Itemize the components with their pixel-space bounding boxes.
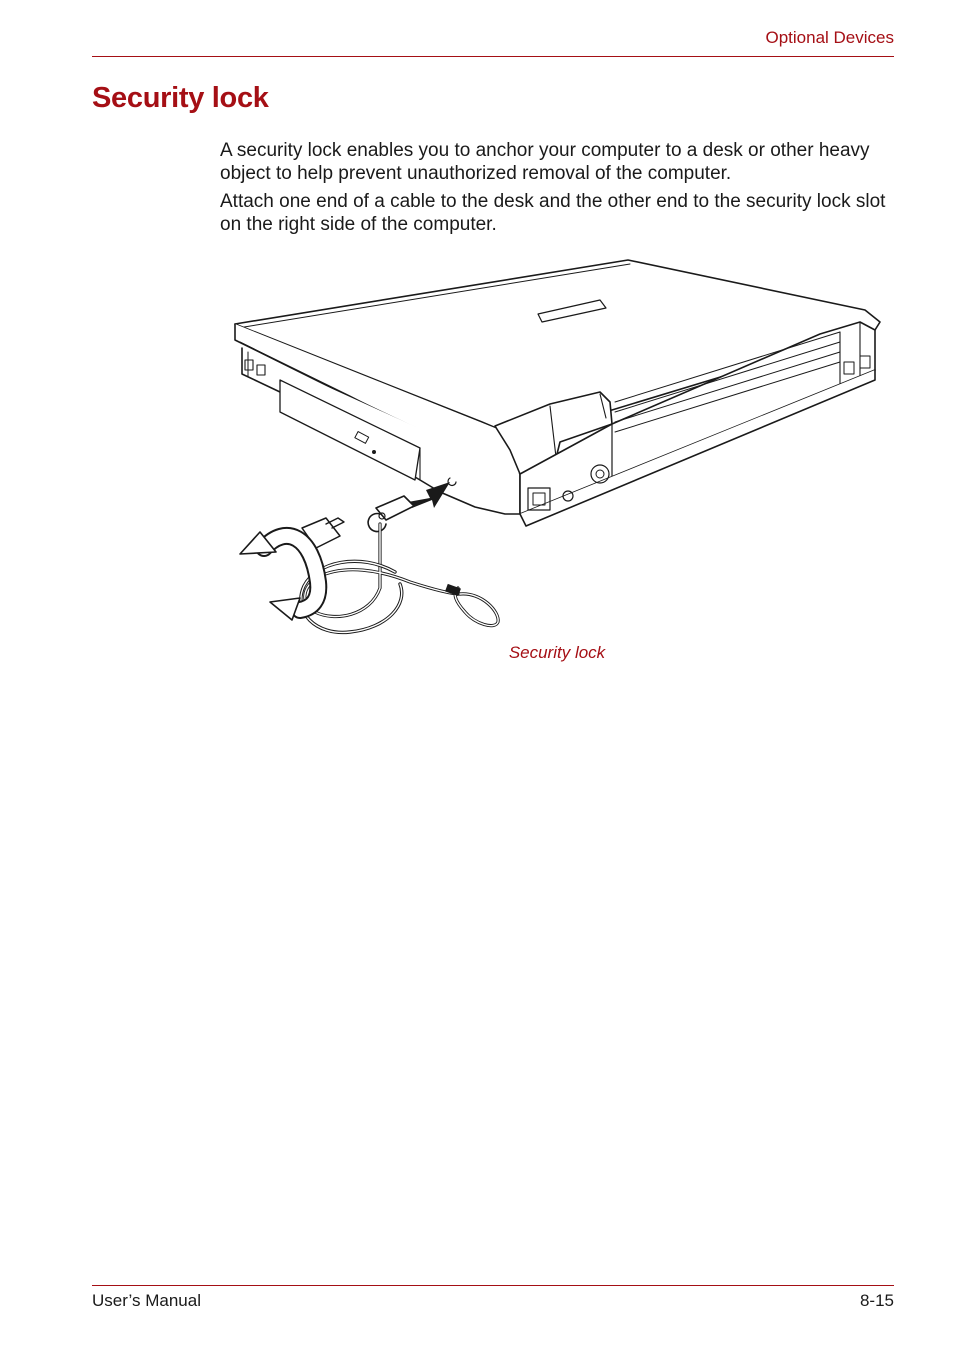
figure-caption: Security lock bbox=[508, 643, 606, 662]
header-rule bbox=[92, 56, 894, 57]
paragraph-instructions: Attach one end of a cable to the desk and the other end to the security lock slot on the right side of the computer. bbox=[220, 191, 886, 235]
section-title: Security lock bbox=[92, 82, 269, 114]
paragraph-intro: A security lock enables you to anchor your computer to a desk or other heavy object to help prevent unauthorized removal of the computer. bbox=[220, 140, 870, 184]
footer-manual-title: User’s Manual bbox=[92, 1291, 201, 1310]
running-header: Optional Devices bbox=[765, 28, 894, 47]
cable-lock-head bbox=[376, 496, 414, 520]
footer-rule bbox=[92, 1285, 894, 1286]
security-lock-illustration bbox=[220, 252, 890, 642]
footer-page-number: 8-15 bbox=[859, 1291, 894, 1310]
